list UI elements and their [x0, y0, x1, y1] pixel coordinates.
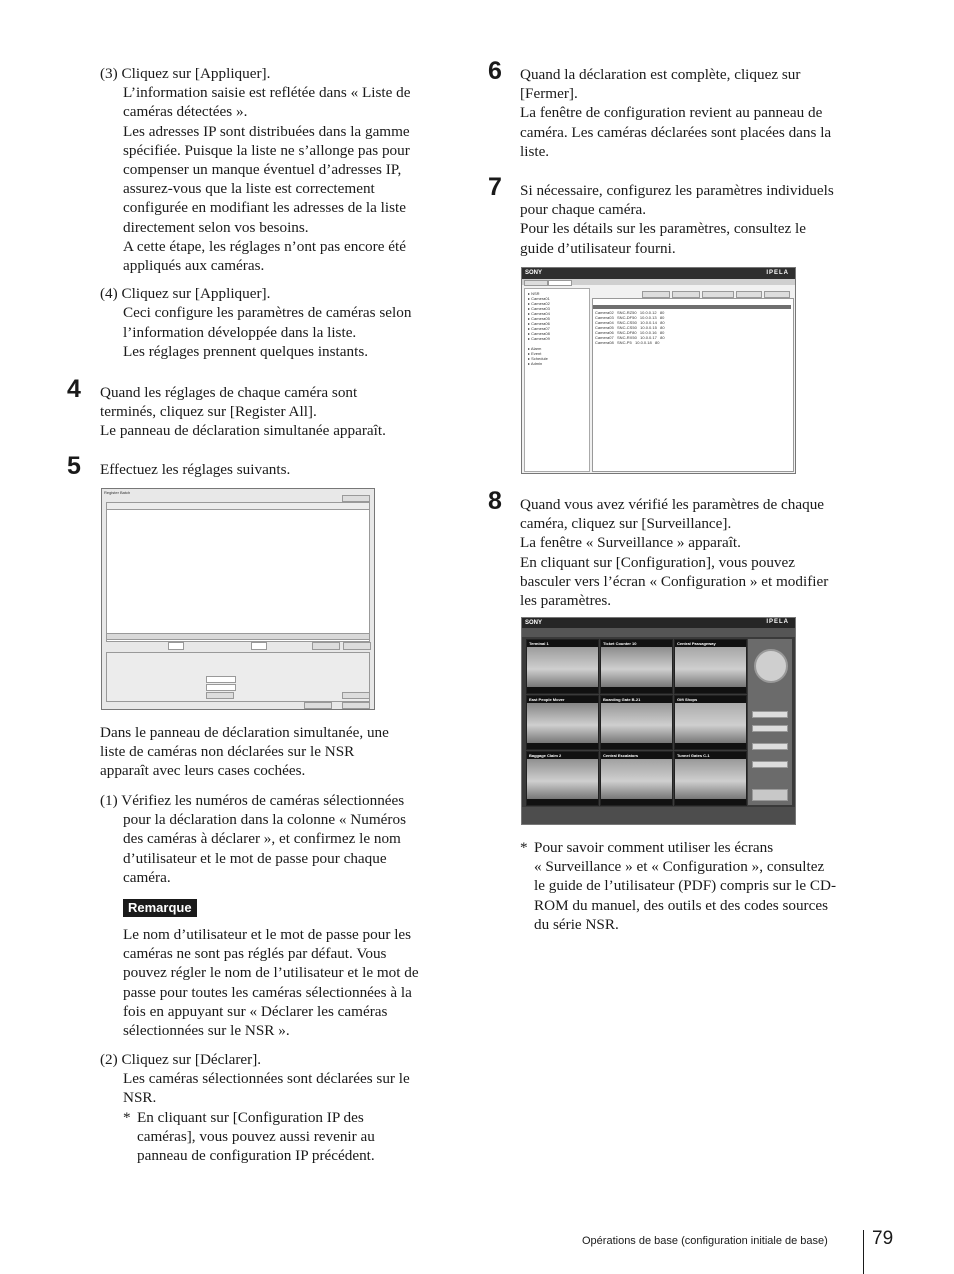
- text-line: Le panneau de déclaration simultanée apparaît.: [100, 422, 386, 440]
- sony-logo: SONY: [525, 270, 543, 276]
- substep-3-body: [100, 83, 445, 275]
- camera-tile-footer: [527, 799, 598, 805]
- text-line: caméras], vous pouvez aussi revenir au: [137, 1127, 375, 1145]
- camera-tile-header: [675, 752, 746, 759]
- configuration-screenshot: [521, 267, 796, 474]
- text-line: le guide de l’utilisateur (PDF) compris sur le CD-: [534, 877, 837, 895]
- register-button: [342, 692, 370, 699]
- surveillance-note: [520, 838, 865, 934]
- menu-bar: [522, 628, 795, 637]
- text-line: d’utilisateur et le mot de passe pour chaque: [123, 849, 387, 867]
- camera-tile-footer: [527, 743, 598, 749]
- camera-control-button: [752, 789, 788, 801]
- step-number-4: 4: [67, 375, 81, 403]
- footnote-star: *: [123, 1108, 131, 1126]
- camera-tile: [526, 639, 599, 694]
- text-line: Quand les réglages de chaque caméra sont: [100, 384, 358, 401]
- camera-tile: [600, 639, 673, 694]
- camera-tile-label: Central Passageway: [677, 641, 716, 646]
- sony-logo: SONY: [525, 620, 543, 626]
- text-line: les paramètres.: [520, 592, 612, 610]
- text-line: Pour savoir comment utiliser les écrans: [534, 839, 774, 856]
- set-button: [206, 692, 234, 699]
- toolbar-button-2: [672, 291, 700, 298]
- text-line: La fenêtre « Surveillance » apparaît.: [520, 534, 741, 552]
- camera-tile-header: [527, 640, 598, 647]
- camera-tile: [600, 751, 673, 806]
- step-number-8: 8: [488, 487, 502, 515]
- substep-3: [100, 64, 445, 275]
- camera-tile-footer: [675, 687, 746, 693]
- camera-tile-label: East People Mover: [529, 697, 565, 702]
- substep-2-head: (2) Cliquez sur [Déclarer].: [100, 1051, 262, 1068]
- text-line: caméras ne sont pas réglés par défaut. Vous: [123, 945, 387, 963]
- text-line: En cliquant sur [Configuration IP des: [137, 1108, 364, 1126]
- ptz-panel: [748, 639, 792, 805]
- text-line: assurez-vous que la liste est correctement: [123, 180, 375, 198]
- focus-button: [752, 743, 788, 750]
- substep-1-head: (1) Vérifiez les numéros de caméras sélectionnées: [100, 792, 405, 809]
- page-number: 79: [872, 1228, 894, 1249]
- substep-4-body: [100, 303, 445, 361]
- text-line: Les caméras sélectionnées sont déclarées sur le: [123, 1070, 410, 1088]
- note-body: [520, 838, 865, 934]
- count-box-2: [251, 642, 267, 650]
- step-number-6: 6: [488, 57, 502, 85]
- playback-bar: [522, 807, 795, 824]
- text-line: terminés, cliquez sur [Register All].: [100, 403, 317, 421]
- text-line: Dans le panneau de déclaration simultanée, une: [100, 724, 389, 741]
- text-line: Le nom d’utilisateur et le mot de passe pour les: [123, 926, 412, 943]
- text-line: Si nécessaire, configurez les paramètres individuels: [520, 182, 834, 199]
- camera-tile-label: Tunnel Gates C-1: [677, 753, 710, 758]
- configuration-tab: [548, 280, 572, 286]
- camera-tile: [526, 695, 599, 750]
- text-line: NSR.: [123, 1089, 157, 1107]
- step-7-text: [520, 181, 865, 258]
- surveillance-screenshot: [521, 617, 796, 825]
- camera-ip-setup-button: [304, 702, 332, 709]
- text-line: A cette étape, les réglages n’ont pas encore été: [123, 237, 406, 255]
- step-number-5: 5: [67, 452, 81, 480]
- ipela-logo: IPELA: [766, 270, 789, 276]
- text-line: ROM du manuel, des outils et des codes sources: [534, 896, 828, 914]
- tree-items: ▸ NSR ▸ Camera01 ▸ Camera02 ▸ Camera03 ▸ Camera04 ▸ Camera05 ▸ Camera06 ▸ Camera07 ▸ Camera08 ▸ Camera09 ▸ Alarm ▸ Event ▸ Schedule ▸ Admin: [528, 291, 550, 366]
- substep-2-footnote: [123, 1108, 445, 1166]
- text-line: La fenêtre de configuration revient au panneau de: [520, 104, 823, 122]
- text-line: caméra. Les caméras déclarées sont placées dans la: [520, 123, 832, 141]
- text-line: directement selon vos besoins.: [123, 218, 309, 236]
- header-strip: [106, 502, 370, 510]
- text-line: « Surveillance » et « Configuration », consultez: [534, 858, 825, 876]
- camera-tile-label: Gift Shops: [677, 697, 698, 702]
- register-batch-screenshot: [101, 488, 375, 710]
- substep-1: [100, 791, 445, 887]
- toolbar-button-4: [736, 291, 762, 298]
- substep-1-body: [100, 810, 445, 887]
- title-bar: [102, 489, 374, 495]
- camera-tile-footer: [675, 743, 746, 749]
- text-line: Effectuez les réglages suivants.: [100, 461, 291, 478]
- camera-tile-label: Central Escalators: [603, 753, 639, 758]
- text-line: Pour les détails sur les paramètres, consultez le: [520, 220, 806, 238]
- camera-tile-footer: [601, 687, 672, 693]
- camera-tile-header: [601, 696, 672, 703]
- text-line: panneau de configuration IP précédent.: [137, 1147, 375, 1165]
- admin-user-field: [206, 676, 236, 683]
- text-line: liste.: [520, 142, 550, 160]
- text-line: caméras détectées ».: [123, 103, 248, 121]
- substep-3-head: (3) Cliquez sur [Appliquer].: [100, 65, 271, 82]
- text-line: des caméras à déclarer », et confirmez le nom: [123, 830, 401, 848]
- substep-4: [100, 284, 445, 361]
- camera-grid: [526, 639, 745, 805]
- text-line: Quand vous avez vérifié les paramètres de chaque: [520, 496, 825, 513]
- camera-list: [106, 502, 370, 642]
- substep-4-head: (4) Cliquez sur [Appliquer].: [100, 285, 271, 303]
- toolbar-button-1: [642, 291, 670, 298]
- bright-button: [752, 761, 788, 768]
- select-all-button: [312, 642, 340, 650]
- text-line: configurée en modifiant les adresses de la liste: [123, 199, 406, 217]
- text-line: caméra.: [123, 868, 171, 886]
- text-line: passe pour toutes les caméras sélectionnées à la: [123, 983, 412, 1001]
- camera-tile-header: [527, 752, 598, 759]
- text-line: pour la déclaration dans la colonne « Numéros: [123, 811, 406, 829]
- step-number-7: 7: [488, 173, 502, 201]
- camera-tile: [674, 751, 747, 806]
- note-star: *: [520, 839, 528, 856]
- remarque-badge: Remarque: [123, 899, 197, 917]
- left-column: [100, 64, 445, 361]
- text-line: liste de caméras non déclarées sur le NSR: [100, 743, 355, 761]
- monitoring-tab: [524, 280, 548, 286]
- step-8-text: [520, 495, 865, 610]
- text-line: [Fermer].: [520, 85, 578, 103]
- step-5-text: [100, 460, 445, 479]
- deselect-all-button: [343, 642, 371, 650]
- options-box: [106, 652, 370, 702]
- toolbar-button-5: [764, 291, 790, 298]
- camera-tile-header: [601, 752, 672, 759]
- header-bar: [522, 268, 795, 279]
- camera-tile-label: Ticket Counter 10: [603, 641, 637, 646]
- table-rows: Camera02 SNC-RZ50 10.0.0.12 80 Camera03 SNC-DF50 10.0.0.13 80 Camera04 SNC-CS50 10.0.0.14 80 Camera05 SNC-CS50 10.0.0.15 80 Camera06 SNC-DF80 10.0.0.16 80 Camera07 SNC-RX50 10.0.0.17 80 Camera08 SNC-P5 10.0.0.18 80: [595, 310, 665, 345]
- camera-tile: [674, 695, 747, 750]
- zoom-button: [752, 725, 788, 732]
- footer-divider: [863, 1230, 864, 1274]
- camera-tile-label: Terminal 1: [529, 641, 549, 646]
- text-line: Quand la déclaration est complète, cliquez sur: [520, 66, 801, 83]
- camera-tile-label: Baggage Claim 2: [529, 753, 562, 758]
- camera-tile: [674, 639, 747, 694]
- text-line: L’information saisie est reflétée dans « Liste de: [123, 84, 411, 102]
- refresh-button: [342, 495, 370, 502]
- camera-tile-footer: [527, 687, 598, 693]
- count-box-1: [168, 642, 184, 650]
- toolbar-button-3: [702, 291, 734, 298]
- text-line: compenser un manque éventuel d’adresses IP,: [123, 161, 402, 179]
- substep-2-body: [100, 1069, 445, 1165]
- register-panel-paragraph: [100, 723, 445, 781]
- remarque-badge-wrap: [123, 899, 197, 917]
- camera-tile: [600, 695, 673, 750]
- text-line: basculer vers l’écran « Configuration » et modifier: [520, 572, 829, 590]
- text-line: Les adresses IP sont distribuées dans la gamme: [123, 122, 410, 140]
- camera-tile-header: [601, 640, 672, 647]
- text-line: En cliquant sur [Configuration], vous pouvez: [520, 553, 796, 571]
- text-line: pouvez régler le nom de l’utilisateur et le mot de: [123, 964, 419, 982]
- text-line: appliqués aux caméras.: [123, 257, 265, 275]
- text-line: pour chaque caméra.: [520, 201, 647, 219]
- admin-password-field: [206, 684, 236, 691]
- device-tree: [524, 288, 590, 472]
- remarque-text: [123, 925, 445, 1040]
- text-line: l’information développée dans la liste.: [123, 323, 357, 341]
- selected-row: [593, 305, 791, 309]
- text-line: caméra, cliquez sur [Surveillance].: [520, 515, 732, 533]
- camera-tile-footer: [601, 743, 672, 749]
- text-line: Les réglages prennent quelques instants.: [123, 342, 369, 360]
- ptz-dial: [754, 649, 788, 683]
- camera-tile-header: [527, 696, 598, 703]
- text-line: guide d’utilisateur fourni.: [520, 239, 676, 257]
- text-line: sélectionnées sur le NSR ».: [123, 1022, 290, 1040]
- camera-tile-header: [675, 640, 746, 647]
- camera-tile-footer: [601, 799, 672, 805]
- ipela-logo: IPELA: [766, 619, 789, 625]
- register-batch-title: Register Batch: [104, 490, 131, 495]
- camera-tile-label: Boarding Gate B-21: [603, 697, 641, 702]
- scroll-bar: [106, 633, 370, 640]
- footer-section-title: Opérations de base (configuration initiale de base): [582, 1235, 828, 1247]
- text-line: spécifiée. Puisque la liste ne s’allonge pas pour: [123, 141, 410, 159]
- substep-2: [100, 1050, 445, 1165]
- camera-tile: [526, 751, 599, 806]
- text-line: du série NSR.: [534, 915, 619, 933]
- camera-tile-footer: [675, 799, 746, 805]
- text-line: apparaît avec leurs cases cochées.: [100, 762, 306, 780]
- close-button: [342, 702, 370, 709]
- text-line: Ceci configure les paramètres de caméras selon: [123, 304, 412, 322]
- preset-select: [752, 711, 788, 718]
- text-line: fois en appuyant sur « Déclarer les caméras: [123, 1002, 388, 1020]
- step-6-text: [520, 65, 865, 161]
- step-4-text: [100, 383, 445, 441]
- camera-tile-header: [675, 696, 746, 703]
- header-bar: [522, 618, 795, 628]
